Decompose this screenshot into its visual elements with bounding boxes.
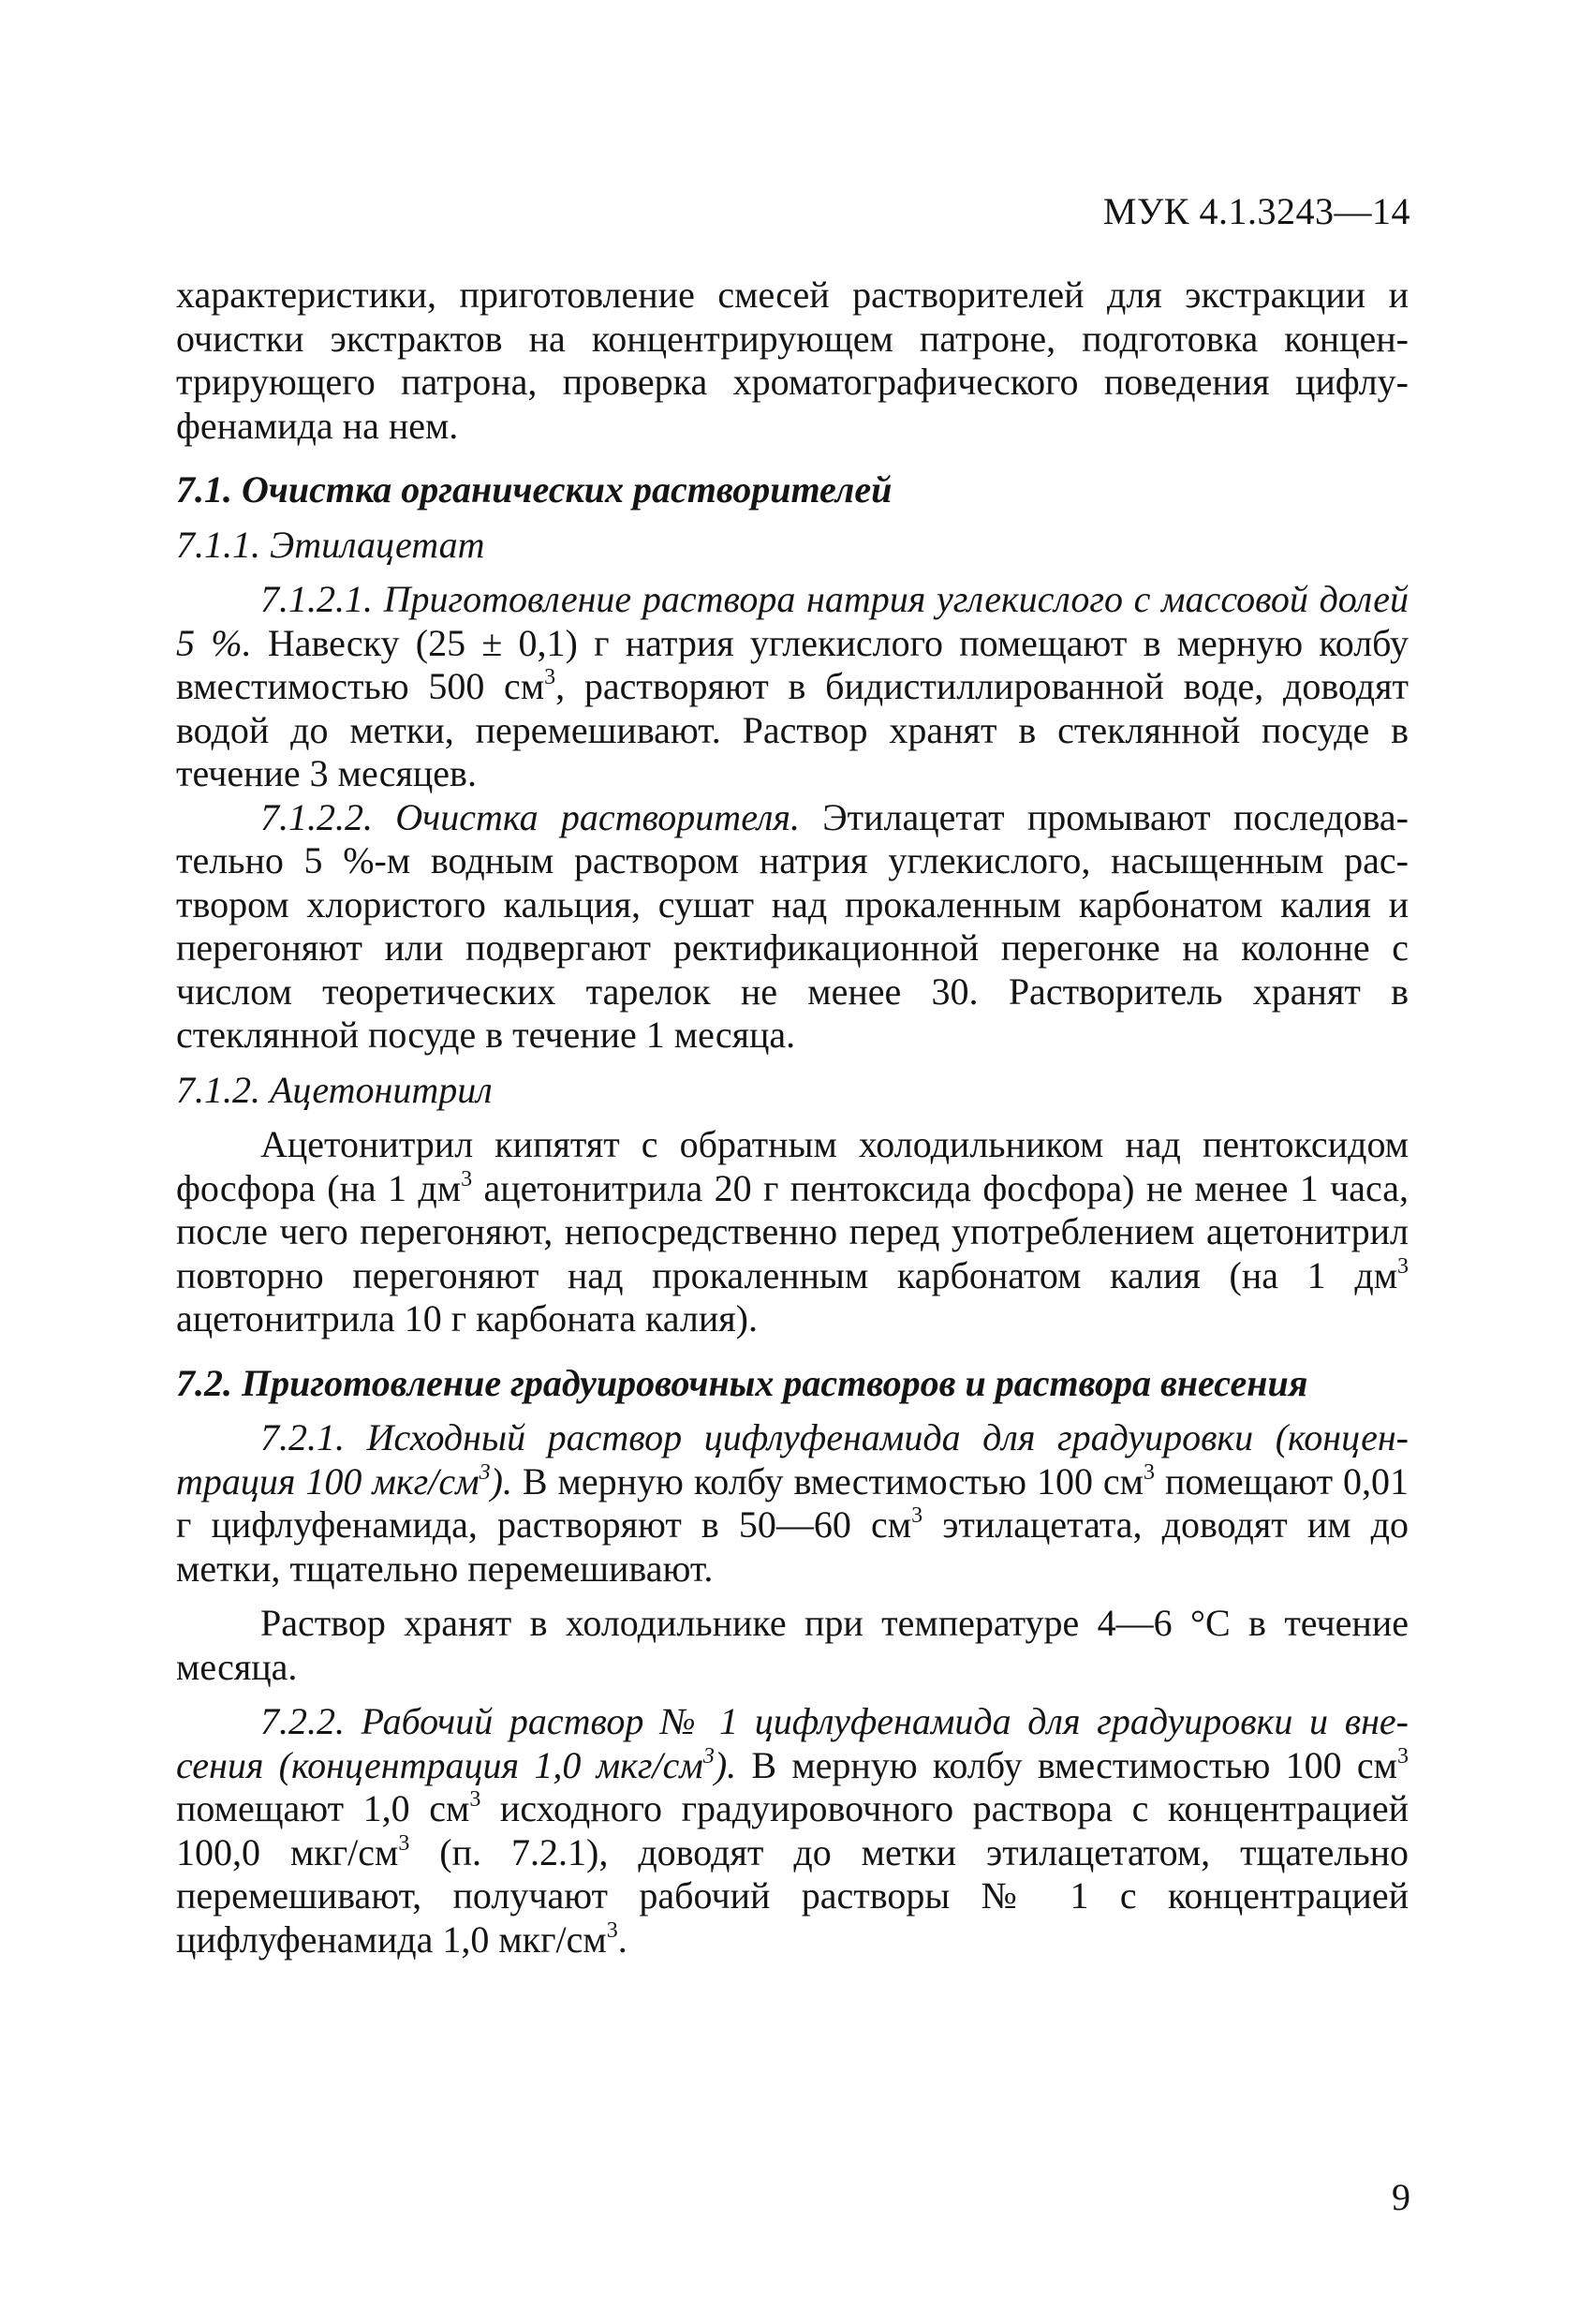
- section-7-2-2-label-a: 7.2.2. Рабочий раствор № 1 цифлуфенамида для градуировки и внесения (концентрация 1,0 мкг/см: [176, 1700, 1409, 1786]
- section-7-2-1-paragraph: [176, 1416, 1409, 1591]
- section-7-1-1-heading: 7.1.1. Этилацетат: [176, 523, 485, 566]
- superscript: 3: [479, 1459, 491, 1485]
- superscript: 3: [544, 665, 556, 689]
- section-7-1-2-1-text-b: , растворяют в бидистиллированной воде, доводят водой до метки, перемешивают. Раствор хранят в стеклянной посуде в течение 3 месяцев.: [176, 665, 1410, 794]
- superscript: 3: [702, 1743, 715, 1769]
- page-body: [176, 274, 1409, 1961]
- section-7-2-heading: 7.2. Приготовление градуировочных растворов и раствора внесения: [176, 1361, 1308, 1404]
- superscript: 3: [469, 1787, 481, 1812]
- section-7-1-heading: 7.1. Очистка органических растворителей: [176, 468, 893, 511]
- section-7-2-1-label-a: 7.2.1. Исходный раствор цифлуфенамида для градуировки (концентрация 100 мкг/см: [176, 1416, 1409, 1502]
- section-7-1-2-1-text-a: Навеску (25 ± 0,1) г натрия углекислого помещают в мерную колбу вместимостью 500 см: [176, 621, 1409, 707]
- section-7-2-2-paragraph: [176, 1700, 1409, 1961]
- superscript: 3: [606, 1917, 618, 1943]
- section-7-2-2-text-a: В мерную колбу вместимостью 100 см: [736, 1743, 1397, 1786]
- section-7-2-2-text-c: исходного градуировочного раствора с концентрацией 100,0 мкг/см: [176, 1787, 1410, 1873]
- page-number: 9: [1392, 2176, 1410, 2218]
- section-7-1-2-2-paragraph: [176, 796, 1409, 1058]
- acetonitrile-paragraph: [176, 1123, 1409, 1341]
- superscript: 3: [911, 1503, 923, 1528]
- section-7-2-1-label-b: ).: [490, 1459, 512, 1502]
- section-7-2-2-text-b: помещают 1,0 см: [176, 1787, 470, 1829]
- section-7-2-1-text-b: помещают 0,01 г цифлуфенамида, растворяют в 50—60 см: [176, 1459, 1410, 1546]
- intro-paragraph: характеристики, приготовление смесей растворителей для экстракции и очистки экстрактов на концентрирующем патроне, подготовка концентрирующего патрона, проверка хроматографического поведения цифлуфенамида на нем.: [176, 274, 1409, 447]
- superscript: 3: [1144, 1459, 1155, 1485]
- document-code-header: МУК 4.1.3243—14: [1102, 190, 1410, 232]
- superscript: 3: [398, 1830, 410, 1856]
- section-7-2-2-text-d: (п. 7.2.1), доводят до метки этилацетатом, тщательно перемешивают, получают рабочий растворы № 1 с концентрацией цифлуфенамида 1,0 мкг/см: [176, 1830, 1409, 1961]
- superscript: 3: [461, 1166, 473, 1192]
- section-7-2-2-label-b: ).: [714, 1743, 737, 1786]
- section-7-1-2-2-text: Этилацетат промывают последовательно 5 %-м водным раствором натрия углекислого, насыщенным раствором хлористого кальция, сушат над прокаленным карбонатом калия и перегоняют или подвергают ректификационной перегонке на колонне с числом теоретических тарелок не менее 30. Растворитель хранят в стеклянной посуде в течение 1 месяца.: [176, 795, 1409, 1056]
- section-7-1-2-2-label: 7.1.2.2. Очистка растворителя.: [260, 795, 800, 838]
- section-7-2-1-text-c: этилацетата, доводят им до метки, тщательно перемешивают.: [176, 1503, 1409, 1590]
- storage-paragraph: Раствор хранят в холодильнике при температуре 4—6 °С в течение месяца.: [176, 1602, 1409, 1688]
- section-7-2-1-text-a: В мерную колбу вместимостью 100 см: [511, 1459, 1144, 1502]
- section-7-2-2-text-e: .: [617, 1917, 627, 1961]
- section-7-1-2-1-label: 7.1.2.1. Приготовление раствора натрия углекислого с массовой долей 5 %.: [176, 578, 1409, 664]
- acetonitrile-text-b: ацетонитрила 20 г пентоксида фосфора) не менее 1 часа, после чего перегоняют, непосредственно перед употреблением ацетонитрил повторно перегоняют над прокаленным карбонатом калия (на 1 дм: [176, 1166, 1409, 1296]
- section-7-1-2-heading: 7.1.2. Ацетонитрил: [176, 1068, 493, 1111]
- superscript: 3: [1397, 1253, 1409, 1279]
- superscript: 3: [1397, 1743, 1409, 1769]
- acetonitrile-text-a: Ацетонитрил кипятят с обратным холодильником над пентоксидом фосфора (на 1 дм: [176, 1123, 1409, 1209]
- section-7-1-2-1-paragraph: [176, 578, 1409, 796]
- acetonitrile-text-c: ацетонитрила 10 г карбоната калия).: [176, 1297, 758, 1340]
